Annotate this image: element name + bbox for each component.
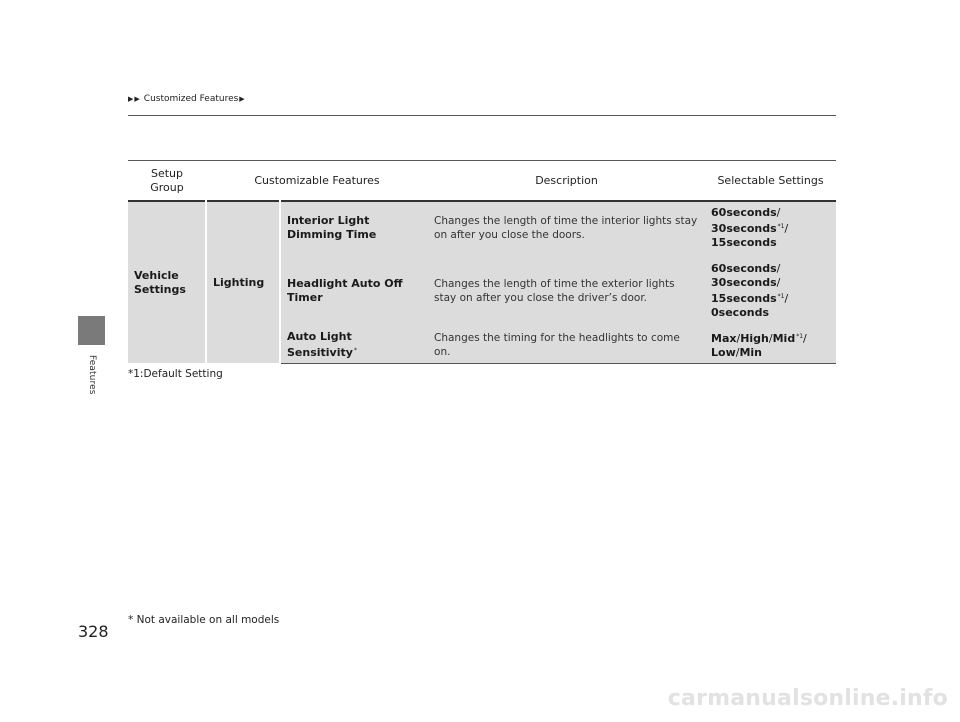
feature-name: Headlight Auto Off Timer (280, 255, 428, 326)
breadcrumb (128, 94, 245, 104)
subgroup-cell: Lighting (206, 201, 280, 363)
breadcrumb-arrow-icon: ▶ (239, 95, 245, 103)
setup-group-cell: Vehicle Settings (128, 201, 206, 363)
setting-option: Max (711, 331, 737, 345)
setting-option: Min (739, 345, 763, 359)
setting-option: Low (711, 345, 736, 359)
header-rule (128, 115, 836, 116)
selectable-settings: Max/High/Mid$^{*1}$/ Low/Min (705, 327, 836, 363)
page-number: 328 (78, 622, 109, 641)
feature-description: Changes the timing for the headlights to come on. (428, 327, 705, 363)
feature-description: Changes the length of time the interior lights stay on after you close the doors. (428, 201, 705, 254)
breadcrumb-link[interactable]: Customized Features (143, 94, 239, 104)
selectable-settings: 60seconds/ 30seconds/ 15seconds$^{*1}$/ 0seconds (705, 255, 836, 326)
customizable-features-table (128, 160, 836, 364)
availability-note: * Not available on all models (128, 614, 280, 626)
feature-name: Interior Light Dimming Time (280, 201, 428, 254)
setting-option: 15seconds (711, 291, 777, 305)
watermark-text: carmanualsonline.info (667, 686, 948, 711)
feature-description: Changes the length of time the exterior lights stay on after you close the driver’s door. (428, 255, 705, 326)
feature-name: Auto Light Sensitivity* (280, 327, 428, 363)
setting-option: 60seconds (711, 206, 777, 219)
header-description: Description (428, 161, 705, 202)
setting-option: High (740, 331, 769, 345)
default-setting-footnote: *1:Default Setting (128, 368, 223, 380)
table-row (128, 201, 836, 254)
header-selectable-settings: Selectable Settings (705, 161, 836, 202)
section-tab-marker (78, 316, 105, 345)
header-setup-group: Setup Group (128, 161, 206, 202)
default-marker: *1 (777, 292, 785, 300)
breadcrumb-arrow-icon: ▶ (134, 95, 140, 103)
header-customizable-features: Customizable Features (206, 161, 428, 202)
default-marker: *1 (796, 332, 804, 340)
setting-option: 15seconds (711, 236, 777, 249)
setting-option: 0seconds (711, 305, 770, 319)
setting-option: 30seconds (711, 275, 777, 289)
availability-marker: * (353, 346, 357, 354)
section-side-label-text: Features (87, 355, 97, 395)
default-marker: *1 (777, 223, 785, 230)
selectable-settings: 60seconds/ 30seconds$^{*1}$/ 15seconds (705, 201, 836, 254)
section-side-label (84, 355, 100, 425)
setting-option: Mid (772, 331, 796, 345)
breadcrumb-arrow-icon: ▶ (128, 95, 134, 103)
table-header-row (128, 161, 836, 202)
setting-option: 30seconds (711, 222, 777, 235)
setting-option: 60seconds (711, 261, 777, 275)
